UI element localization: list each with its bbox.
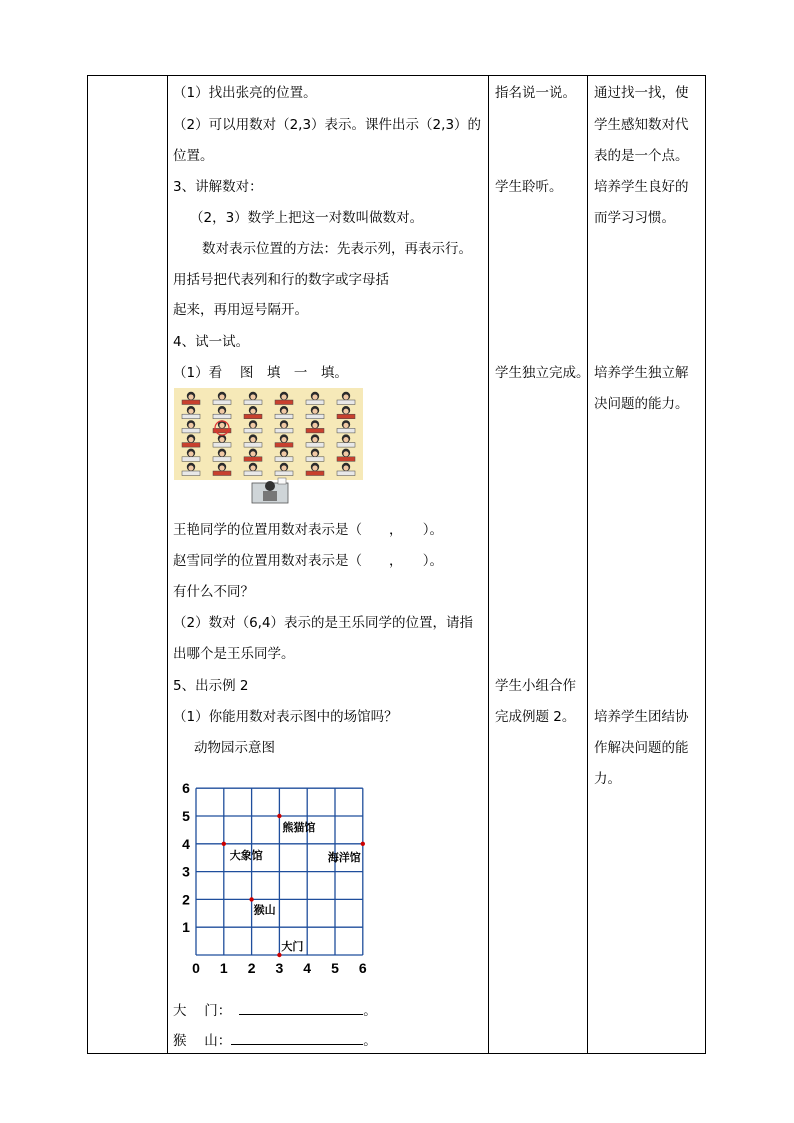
student-face [188, 394, 193, 399]
intent-4: 培养学生良好的 [594, 179, 689, 195]
student-face [312, 409, 317, 414]
student-desk [337, 400, 355, 405]
student-face [219, 451, 224, 456]
venue-points [222, 814, 365, 957]
student-face [343, 465, 348, 470]
answer-monkey-label: 猴 山： [173, 1033, 232, 1049]
student-face [343, 394, 348, 399]
student-desk [244, 428, 262, 433]
student-face [219, 394, 224, 399]
y-tick-label: 1 [182, 919, 190, 936]
student-desk [337, 471, 355, 476]
venue-point-marker [277, 953, 281, 957]
student-desk [213, 443, 231, 448]
student-face [188, 451, 193, 456]
student-face [343, 437, 348, 442]
student-desk [306, 400, 324, 405]
student-face [281, 437, 286, 442]
student-desk [213, 471, 231, 476]
student-face [343, 451, 348, 456]
student-face [219, 409, 224, 414]
content-line-6: 数对表示位置的方法：先表示列，再表示行。 [202, 241, 472, 257]
content-line-8: 起来，再用逗号隔开。 [173, 302, 308, 318]
x-tick-label: 3 [275, 960, 284, 976]
student-face [312, 451, 317, 456]
teacher-desk [252, 478, 288, 503]
content-line-3: 位置。 [173, 148, 214, 164]
x-tick-label: 1 [219, 960, 228, 976]
student-face [219, 423, 224, 428]
y-tick-label: 2 [182, 891, 190, 908]
student-desk [337, 443, 355, 448]
venue-label: 大象馆 [229, 848, 263, 862]
student-desk [337, 457, 355, 462]
content-line-15: 出哪个是王乐同学。 [173, 646, 295, 662]
student-face [219, 437, 224, 442]
activity-1: 指名说一说。 [495, 85, 576, 101]
student-face [250, 465, 255, 470]
y-tick-label: 3 [182, 863, 190, 880]
column-divider-1 [167, 75, 168, 1054]
venue-point-marker [361, 842, 365, 846]
content-line-2: （2）可以用数对（2,3）表示。课件出示（2,3）的 [173, 117, 482, 133]
zoo-coordinate-grid [170, 775, 370, 980]
activity-4: 学生小组合作 [495, 678, 576, 694]
intent-2: 学生感知数对代 [594, 117, 689, 133]
student-desk [306, 471, 324, 476]
y-tick-label: 4 [182, 835, 190, 852]
axis-tick-labels [182, 780, 367, 976]
student-face [312, 394, 317, 399]
content-line-14: （2）数对（6,4）表示的是王乐同学的位置，请指 [173, 615, 474, 631]
student-desk [182, 428, 200, 433]
student-face [312, 465, 317, 470]
answer-monkey-hill [173, 1030, 377, 1050]
student-desk [244, 414, 262, 419]
student-face [250, 409, 255, 414]
student-desk [213, 457, 231, 462]
venue-point-marker [249, 897, 253, 901]
venue-point-marker [222, 842, 226, 846]
student-desk [244, 443, 262, 448]
student-face [250, 423, 255, 428]
section-5-heading: 5、出示例 2 [173, 678, 249, 694]
student-desk [182, 443, 200, 448]
intent-7: 决问题的能力。 [594, 396, 689, 412]
student-desk [244, 400, 262, 405]
student-desk [275, 443, 293, 448]
question-wang-yan: 王艳同学的位置用数对表示是（ ， ）。 [173, 522, 443, 538]
question-difference: 有什么不同？ [173, 584, 254, 600]
student-desk [213, 400, 231, 405]
y-tick-label: 5 [182, 808, 190, 824]
student-face [250, 451, 255, 456]
student-desk [182, 457, 200, 462]
student-desk [182, 400, 200, 405]
student-face [312, 423, 317, 428]
student-face [219, 465, 224, 470]
student-face [343, 409, 348, 414]
answer-monkey-blank[interactable] [231, 1030, 363, 1045]
intent-5: 而学习习惯。 [594, 210, 675, 226]
x-tick-label: 5 [331, 960, 339, 976]
student-face [281, 465, 286, 470]
student-desk [306, 414, 324, 419]
column-divider-3 [587, 75, 588, 1054]
question-zhao-xue: 赵雪同学的位置用数对表示是（ ， ）。 [173, 553, 443, 569]
activity-2: 学生聆听。 [495, 179, 563, 195]
activity-3: 学生独立完成。 [495, 365, 590, 381]
student-face [188, 437, 193, 442]
student-face [343, 423, 348, 428]
student-desk [306, 428, 324, 433]
answer-gate-label: 大 门： [173, 1003, 232, 1019]
student-desk [213, 414, 231, 419]
student-face [188, 423, 193, 428]
content-line-5: （2，3）数学上把这一对数叫做数对。 [190, 210, 424, 226]
intent-8: 培养学生团结协 [594, 709, 689, 725]
student-face [188, 409, 193, 414]
student-desk [275, 428, 293, 433]
activity-5: 完成例题 2。 [495, 709, 576, 725]
zoo-map-title: 动物园示意图 [194, 740, 275, 756]
student-desk [244, 471, 262, 476]
content-line-17: （1）你能用数对表示图中的场馆吗？ [173, 709, 398, 725]
classroom-background [174, 388, 363, 480]
intent-6: 培养学生独立解 [594, 365, 689, 381]
student-desk [182, 471, 200, 476]
x-tick-label: 2 [247, 960, 256, 976]
intent-3: 表的是一个点。 [594, 148, 689, 164]
student-face [188, 465, 193, 470]
answer-gate-period: 。 [363, 1003, 377, 1019]
content-line-7: 用括号把代表列和行的数字或字母括 [173, 272, 389, 288]
student-face [250, 394, 255, 399]
student-desk [337, 414, 355, 419]
intent-9: 作解决问题的能 [594, 740, 689, 756]
grid-lines [196, 788, 363, 955]
x-tick-label: 4 [303, 960, 312, 976]
venue-label: 猴山 [253, 903, 276, 917]
student-desk [182, 414, 200, 419]
section-4-heading: 4、试一试。 [173, 334, 250, 350]
venue-point-marker [277, 814, 281, 818]
content-line-10: （1）看 图 填 一 填。 [173, 365, 348, 381]
content-line-1: （1）找出张亮的位置。 [173, 85, 317, 101]
student-desk [275, 400, 293, 405]
column-divider-2 [488, 75, 489, 1054]
intent-10: 力。 [594, 771, 621, 787]
classroom-seating-illustration [174, 388, 363, 510]
student-desk [275, 414, 293, 419]
student-face [250, 437, 255, 442]
student-face [312, 437, 317, 442]
venue-label: 海洋馆 [327, 850, 361, 864]
answer-gate [173, 1000, 377, 1020]
answer-monkey-period: 。 [363, 1033, 377, 1049]
student-face [281, 394, 286, 399]
student-desk [244, 457, 262, 462]
y-tick-label: 6 [182, 780, 190, 797]
intent-1: 通过找一找，使 [594, 85, 689, 101]
student-face [281, 451, 286, 456]
student-desk [306, 457, 324, 462]
venue-label: 大门 [281, 940, 304, 953]
x-tick-label: 6 [358, 960, 367, 976]
student-desk [337, 428, 355, 433]
answer-gate-blank[interactable] [239, 1000, 363, 1015]
x-tick-label: 0 [192, 960, 200, 976]
venue-label: 熊猫馆 [282, 821, 316, 834]
student-desk [275, 457, 293, 462]
student-desk [275, 471, 293, 476]
student-face [281, 409, 286, 414]
section-3-heading: 3、讲解数对： [173, 179, 263, 195]
student-desk [306, 443, 324, 448]
student-face [281, 423, 286, 428]
